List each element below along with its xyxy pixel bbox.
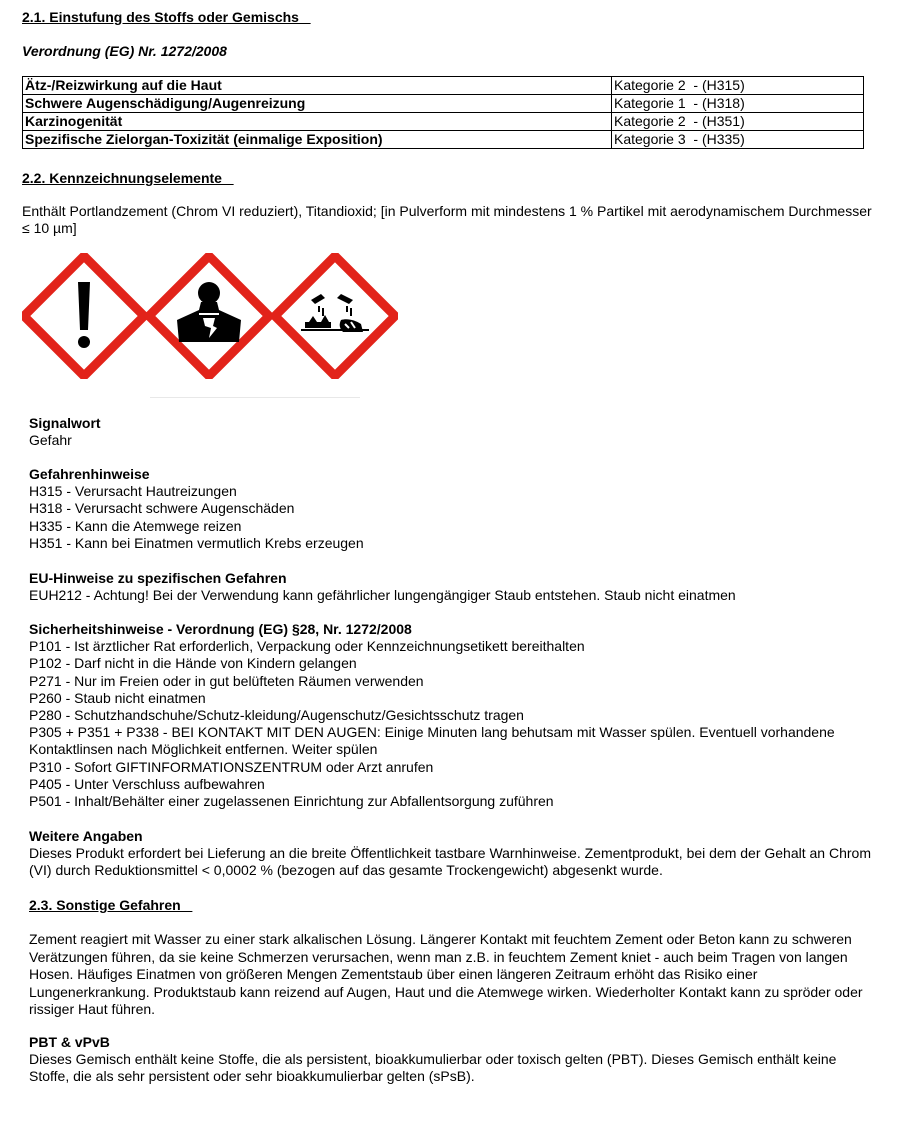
corrosion-icon [275, 256, 395, 376]
list-item: P271 - Nur im Freien oder in gut belüfteten Räumen verwenden [29, 672, 424, 689]
list-item: P310 - Sofort GIFTINFORMATIONSZENTRUM oder Arzt anrufen [29, 758, 434, 775]
signal-word-block [29, 415, 874, 449]
list-item: EUH212 - Achtung! Bei der Verwendung kann gefährlicher lungengängiger Staub entstehen. Staub nicht einatmen [29, 587, 736, 604]
regulation-title: Verordnung (EG) Nr. 1272/2008 [22, 43, 227, 59]
list-item: P405 - Unter Verschluss aufbewahren [29, 775, 265, 792]
health-hazard-icon [149, 256, 269, 376]
contains-text: Enthält Portlandzement (Chrom VI reduziert), Titandioxid; [in Pulverform mit mindestens 1 % Partikel mit aerodynamischem Durchmesser ≤ 10 µm] [22, 203, 872, 236]
pbt-block [29, 1034, 874, 1086]
signal-word-heading: Signalwort [29, 415, 101, 431]
eu-hints-heading: EU-Hinweise zu spezifischen Gefahren [29, 570, 287, 586]
list-item: H318 - Verursacht schwere Augenschäden [29, 500, 295, 517]
precautionary-heading: Sicherheitshinweise - Verordnung (EG) §28, Nr. 1272/2008 [29, 621, 412, 637]
precautionary-block [29, 621, 874, 810]
divider [150, 397, 360, 398]
eu-hints-block [29, 570, 874, 604]
other-hazards-text: Zement reagiert mit Wasser zu einer stark alkalischen Lösung. Längerer Kontakt mit feuchtem Zement oder Beton kann zu schweren Verätzungen führen, da sie keine Schmerzen verursachen, wenn man z.B. in feuchtem Zement kniet - auch beim Tragen von langen Hosen. Häufiges Einatmen von größeren Mengen Zementstaub über einen längeren Zeitraum erhöht das Risiko einer Lungenerkrankung. Produktstaub kann reizend auf Augen, Haut und die Atemwege wirken. Wiederholter Kontakt kann zu spröder oder rissiger Haut führen. [29, 931, 863, 1017]
section-2-3-heading: 2.3. Sonstige Gefahren [29, 897, 193, 913]
further-info-block [29, 828, 874, 880]
section-2-1-heading: 2.1. Einstufung des Stoffs oder Gemischs [22, 9, 311, 25]
hazard-statements-block [29, 466, 874, 552]
pbt-heading: PBT & vPvB [29, 1034, 110, 1050]
list-item: P101 - Ist ärztlicher Rat erforderlich, Verpackung oder Kennzeichnungsetikett bereithalten [29, 638, 585, 655]
list-item: P260 - Staub nicht einatmen [29, 689, 206, 706]
ghs-pictograms [22, 253, 398, 379]
list-item: H351 - Kann bei Einatmen vermutlich Krebs erzeugen [29, 534, 364, 551]
signal-word-value: Gefahr [29, 432, 72, 449]
classification-table [22, 76, 864, 149]
list-item: P501 - Inhalt/Behälter einer zugelassenen Einrichtung zur Abfallentsorgung zuführen [29, 793, 554, 810]
list-item: H335 - Kann die Atemwege reizen [29, 517, 242, 534]
table-row: Spezifische Zielorgan-Toxizität (einmalige Exposition) Kategorie 3 - (H335) [23, 131, 864, 149]
table-row: Karzinogenität Kategorie 2 - (H351) [23, 113, 864, 131]
hazard-statements-heading: Gefahrenhinweise [29, 466, 150, 482]
pbt-text: Dieses Gemisch enthält keine Stoffe, die als persistent, bioakkumulierbar oder toxisch gelten (PBT). Dieses Gemisch enthält keine Stoffe, die als sehr persistent oder sehr bioakkumulierbar gelten (sPsB). [29, 1051, 837, 1085]
list-item: P305 + P351 + P338 - BEI KONTAKT MIT DEN AUGEN: Einige Minuten lang behutsam mit Wasser spülen. Eventuell vorhandene Kontaktlinsen nach Möglichkeit entfernen. Weiter spülen [29, 724, 835, 758]
further-info-text: Dieses Produkt erfordert bei Lieferung an die breite Öffentlichkeit tastbare Warnhinweise. Zementprodukt, bei dem der Gehalt an Chrom (VI) durch Reduktionsmittel < 0,0002 % (bezogen auf das gesamte Trockengewicht) abgesenkt wurde. [29, 845, 871, 879]
exclamation-mark-icon [24, 256, 144, 376]
table-row: Schwere Augenschädigung/Augenreizung Kategorie 1 - (H318) [23, 95, 864, 113]
list-item: P280 - Schutzhandschuhe/Schutz-kleidung/Augenschutz/Gesichtsschutz tragen [29, 707, 524, 724]
further-info-heading: Weitere Angaben [29, 828, 143, 844]
list-item: H315 - Verursacht Hautreizungen [29, 483, 237, 500]
section-2-2-heading: 2.2. Kennzeichnungselemente [22, 170, 234, 186]
list-item: P102 - Darf nicht in die Hände von Kindern gelangen [29, 655, 357, 672]
table-row: Ätz-/Reizwirkung auf die Haut Kategorie 2 - (H315) [23, 77, 864, 95]
